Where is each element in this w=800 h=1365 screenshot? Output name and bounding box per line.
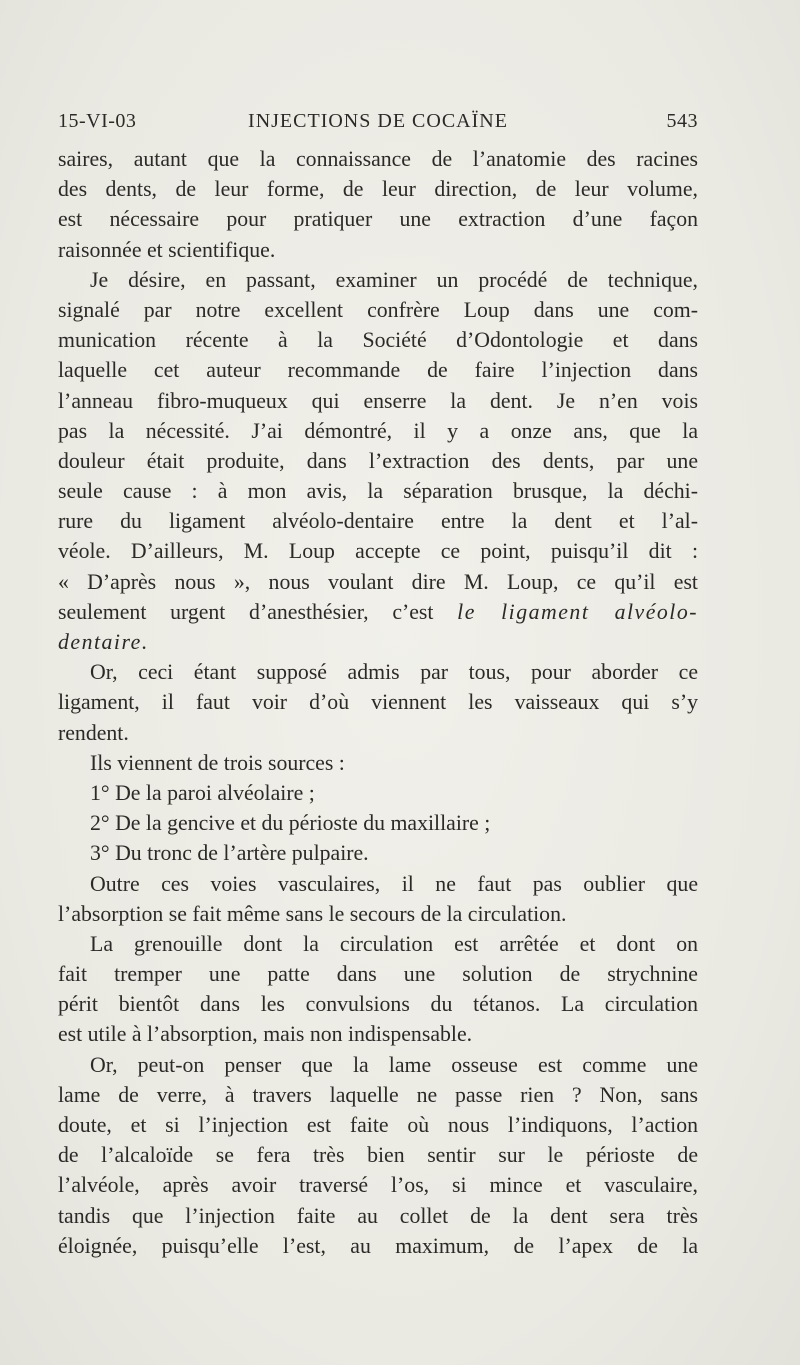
header-date: 15-VI-03 <box>58 110 137 132</box>
text-line: l’anneau fibro-muqueux qui enserre la dent. Je n’en vois <box>58 388 698 413</box>
text-line: rure du ligament alvéolo-dentaire entre la dent et l’al- <box>58 509 698 534</box>
text-line: lame de verre, à travers laquelle ne passe rien ? Non, sans <box>58 1082 698 1107</box>
text-line: ligament, il faut voir d’où viennent les vaisseaux qui s’y <box>58 690 698 715</box>
page-number: 543 <box>666 110 698 132</box>
text-line: tandis que l’injection faite au collet de la dent sera très <box>58 1203 698 1228</box>
text-line: saires, autant que la connaissance de l’anatomie des racines <box>58 147 698 171</box>
italic-term: le ligament alvéolo- <box>457 599 698 624</box>
text-line: est nécessaire pour pratiquer une extraction d’une façon <box>58 207 698 232</box>
text-line: laquelle cet auteur recommande de faire l’injection dans <box>58 358 698 383</box>
italic-term: dentaire. <box>58 630 149 654</box>
text-line: La grenouille dont la circulation est arrêtée et dont on <box>90 931 698 956</box>
running-title: INJECTIONS DE COCAÏNE <box>248 110 508 132</box>
text-line: est utile à l’absorption, mais non indispensable. <box>58 1022 473 1047</box>
text-line: doute, et si l’injection est faite où nous l’indiquons, l’action <box>58 1113 698 1137</box>
text-line: Ils viennent de trois sources : <box>90 750 345 775</box>
text-line <box>58 627 698 657</box>
text-line: l’absorption se fait même sans le secours de la circulation. <box>58 901 567 926</box>
text-line: raisonnée et scientifique. <box>58 237 276 262</box>
text-line: douleur était produite, dans l’extraction des dents, par une <box>58 448 698 473</box>
running-header <box>58 110 698 140</box>
text-line: signalé par notre excellent confrère Loup dans une com- <box>58 297 698 322</box>
text-line: « D’après nous », nous voulant dire M. Loup, ce qu’il est <box>58 569 698 594</box>
text-line: fait tremper une patte dans une solution de strychnine <box>58 962 698 987</box>
text-segment: seulement urgent d’anesthésier, c’est <box>58 599 458 624</box>
text-line: Je désire, en passant, examiner un procédé de technique, <box>90 267 698 292</box>
body-text <box>58 144 698 1261</box>
text-line: munication récente à la Société d’Odontologie et dans <box>58 328 698 353</box>
text-line: rendent. <box>58 720 129 745</box>
text-line: Outre ces voies vasculaires, il ne faut pas oublier que <box>90 871 698 896</box>
text-line: de l’alcaloïde se fera très bien sentir sur le périoste de <box>58 1143 698 1168</box>
text-line: véole. D’ailleurs, M. Loup accepte ce point, puisqu’il dit : <box>58 539 698 564</box>
text-line: seule cause : à mon avis, la séparation brusque, la déchi- <box>58 479 698 504</box>
text-line: pas la nécessité. J’ai démontré, il y a onze ans, que la <box>58 418 698 443</box>
list-item: 3° Du tronc de l’artère pulpaire. <box>90 841 369 866</box>
text-line: l’alvéole, après avoir traversé l’os, si mince et vasculaire, <box>58 1173 698 1198</box>
text-line: périt bientôt dans les convulsions du tétanos. La circulation <box>58 992 698 1017</box>
list-item: 2° De la gencive et du périoste du maxillaire ; <box>90 811 491 836</box>
text-line <box>58 597 698 627</box>
text-line: Or, ceci étant supposé admis par tous, pour aborder ce <box>90 660 698 685</box>
text-line: éloignée, puisqu’elle l’est, au maximum, de l’apex de la <box>58 1233 698 1258</box>
text-line: des dents, de leur forme, de leur direction, de leur volume, <box>58 177 698 202</box>
text-line: Or, peut-on penser que la lame osseuse est comme une <box>90 1052 698 1077</box>
list-item: 1° De la paroi alvéolaire ; <box>90 780 315 805</box>
